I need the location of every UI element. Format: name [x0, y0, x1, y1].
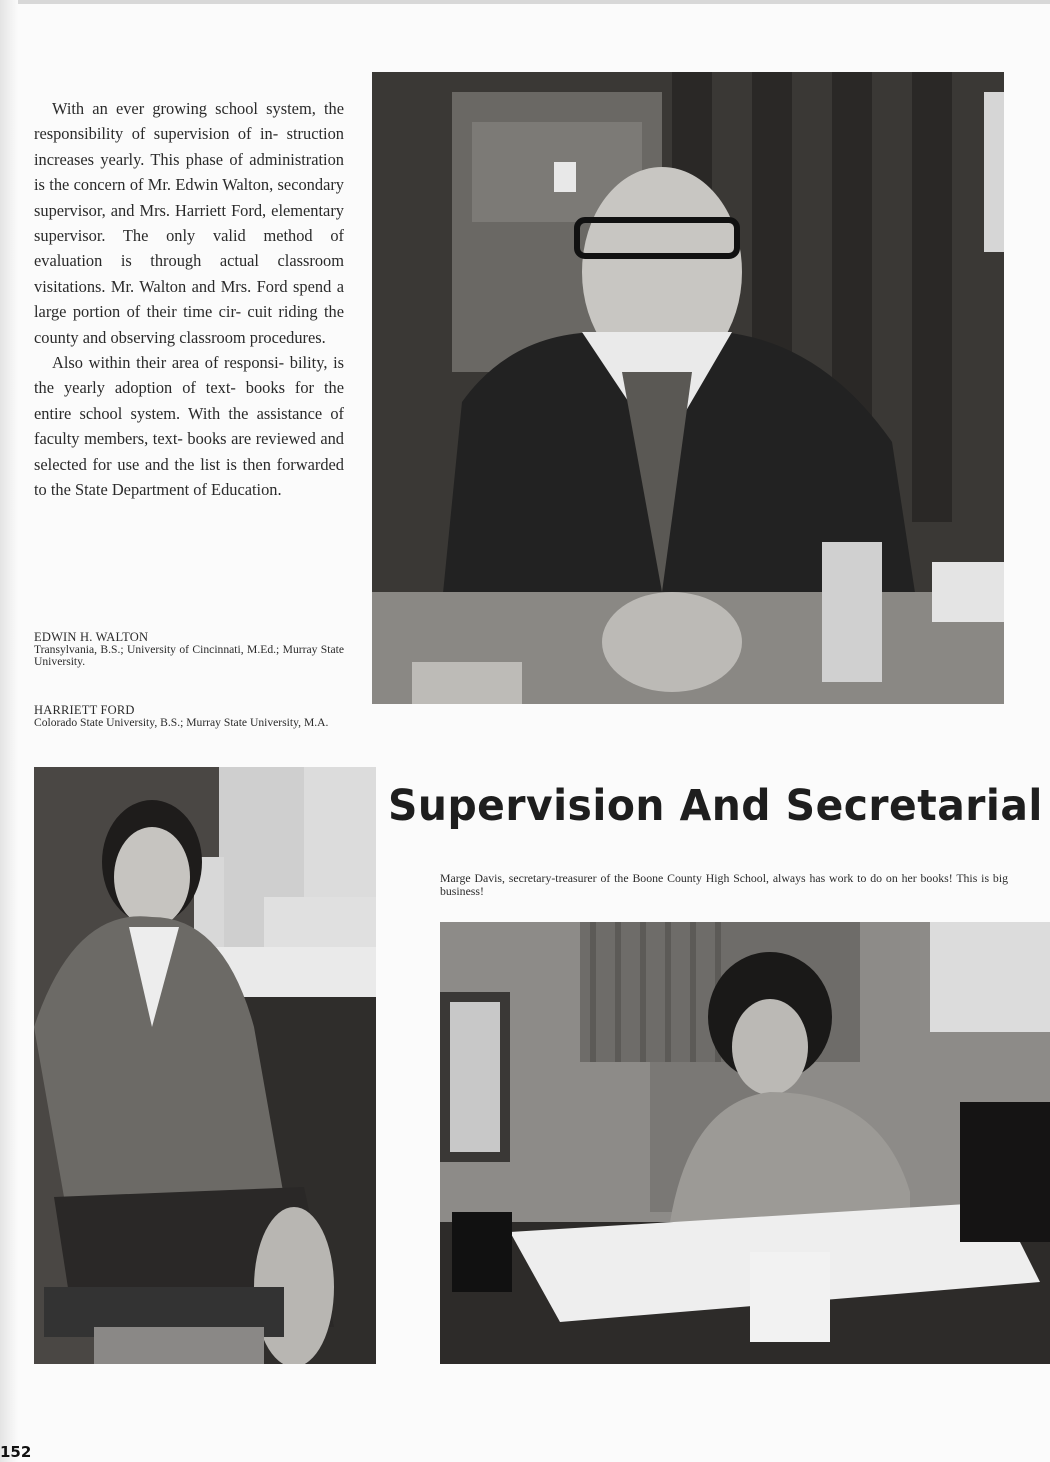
bio-name: EDWIN H. WALTON — [34, 630, 149, 644]
bio-credentials: Transylvania, B.S.; University of Cincinnati, M.Ed.; Murray State University. — [34, 642, 344, 668]
page-number: 152 — [0, 1443, 32, 1461]
photo-davis-image — [440, 922, 1050, 1364]
bio-ford — [34, 704, 344, 729]
body-paragraph: With an ever growing school system, the responsibility of supervision of in- struction increases yearly. This phase of administration is the concern of Mr. Edwin Walton, secondary supervisor, and Mrs. Harriett Ford, elementary supervisor. The only valid method of evaluation is through actual classroom visitations. Mr. Walton and Mrs. Ford spend a large portion of their time cir- cuit riding the county and observing classroom procedures. — [34, 99, 344, 347]
bio-name: HARRIETT FORD — [34, 703, 135, 717]
photo-caption: Marge Davis, secretary-treasurer of the Boone County High School, always has work to do on her books! This is big business! — [440, 871, 1008, 898]
page-title: Supervision And Secretarial — [388, 780, 1043, 831]
photo-ford — [34, 767, 376, 1364]
body-paragraph: Also within their area of responsi- bility, is the yearly adoption of text- books for the entire school system. With the assistance of faculty members, text- books are reviewed and selected for use and the list is then forwarded to the State Department of Education. — [34, 353, 344, 500]
photo-davis — [440, 922, 1050, 1364]
photo-walton — [372, 72, 1004, 704]
photo-walton-image — [372, 72, 1004, 704]
bio-walton — [34, 631, 344, 669]
photo-ford-image — [34, 767, 376, 1364]
body-text — [34, 96, 344, 503]
bio-credentials: Colorado State University, B.S.; Murray State University, M.A. — [34, 715, 329, 729]
page-edge — [0, 0, 1050, 4]
page-gutter-shadow — [0, 0, 18, 1462]
